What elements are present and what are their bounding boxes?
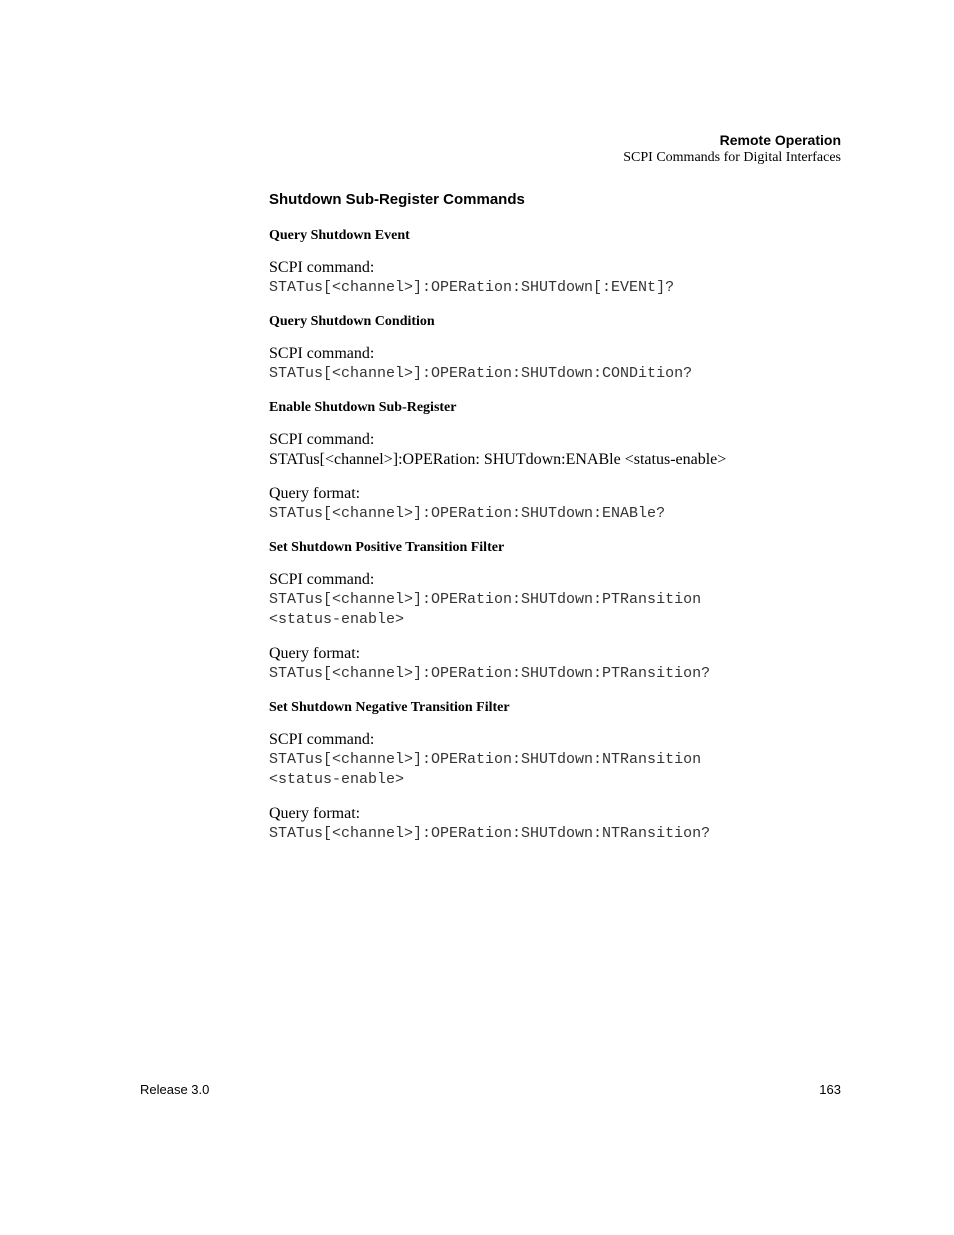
subsection-title: Query Shutdown Event (269, 228, 410, 243)
scpi-command-code-line-2: <status-enable> (269, 611, 405, 628)
scpi-command-code: STATus[<channel>]:OPERation:SHUTdown:CONDition? (269, 365, 693, 382)
query-format-label: Query format: (269, 645, 361, 662)
scpi-command-label: SCPI command: (269, 431, 375, 448)
query-format-code: STATus[<channel>]:OPERation:SHUTdown:NTRansition? (269, 825, 711, 842)
footer-page-number: 163 (819, 1082, 841, 1097)
subsection-title: Set Shutdown Negative Transition Filter (269, 700, 510, 715)
subsection-set-shutdown-negative-transition-filter (269, 699, 869, 844)
query-format-block (269, 804, 869, 844)
query-format-label: Query format: (269, 485, 361, 502)
subsection-enable-shutdown-sub-register (269, 399, 869, 524)
scpi-command-label: SCPI command: (269, 571, 375, 588)
scpi-command-block (269, 258, 869, 298)
scpi-command-code: STATus[<channel>]:OPERation:SHUTdown[:EVENt]? (269, 279, 675, 296)
query-format-block (269, 644, 869, 684)
scpi-command-code-line-2: <status-enable> (269, 771, 405, 788)
scpi-command-block (269, 730, 869, 790)
scpi-command-block (269, 344, 869, 384)
subsection-title: Query Shutdown Condition (269, 314, 435, 329)
query-format-code: STATus[<channel>]:OPERation:SHUTdown:PTRansition? (269, 665, 711, 682)
scpi-command-label: SCPI command: (269, 731, 375, 748)
scpi-command-code-line-1: STATus[<channel>]:OPERation:SHUTdown:NTRansition (269, 751, 702, 768)
footer-release: Release 3.0 (140, 1082, 210, 1097)
page-content (269, 190, 869, 859)
query-format-label: Query format: (269, 805, 361, 822)
section-title: Shutdown Sub-Register Commands (269, 191, 525, 208)
subsection-set-shutdown-positive-transition-filter (269, 539, 869, 684)
scpi-command-block (269, 570, 869, 630)
subsection-title: Enable Shutdown Sub-Register (269, 400, 457, 415)
subsection-query-shutdown-condition (269, 313, 869, 384)
scpi-command-block (269, 430, 869, 470)
query-format-block (269, 484, 869, 524)
subsection-title: Set Shutdown Positive Transition Filter (269, 540, 505, 555)
scpi-command-label: SCPI command: (269, 345, 375, 362)
scpi-command-text: STATus[<channel>]:OPERation: SHUTdown:ENABle <status-enable> (269, 451, 727, 468)
running-header-title: Remote Operation (719, 132, 841, 148)
query-format-code: STATus[<channel>]:OPERation:SHUTdown:ENABle? (269, 505, 666, 522)
scpi-command-code-line-1: STATus[<channel>]:OPERation:SHUTdown:PTRansition (269, 591, 702, 608)
scpi-command-label: SCPI command: (269, 259, 375, 276)
running-header-subtitle: SCPI Commands for Digital Interfaces (623, 150, 841, 165)
subsection-query-shutdown-event (269, 227, 869, 298)
